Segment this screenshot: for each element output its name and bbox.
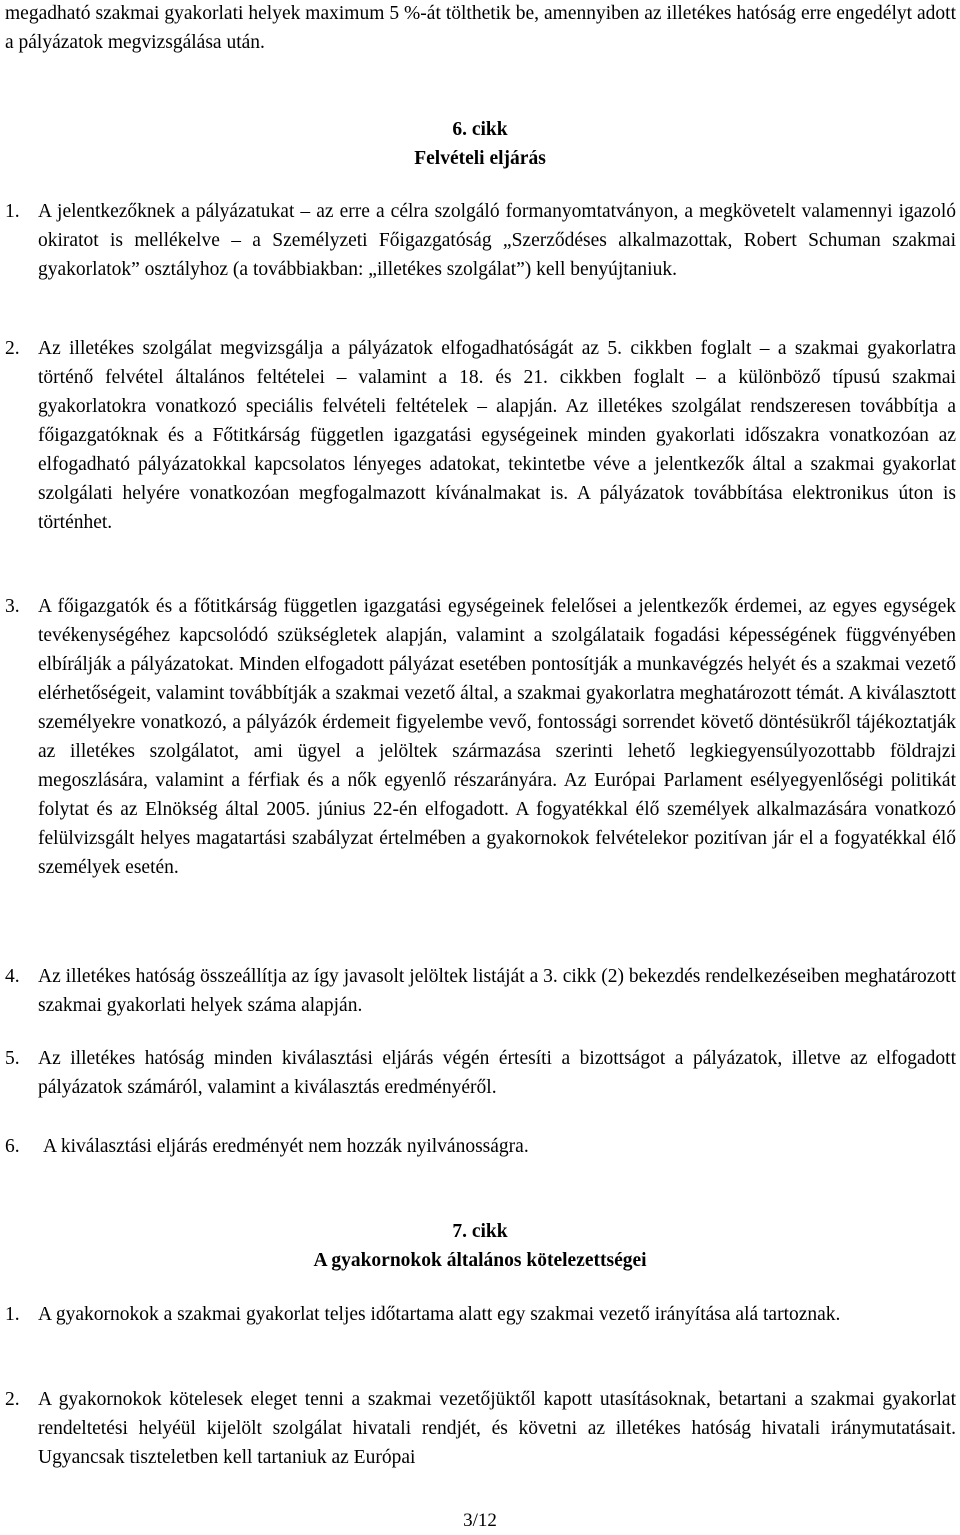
item-text: A főigazgatók és a főtitkárság független igazgatási egységeinek felelősei a jelentkezők érdemei, az egyes egységek tevékenységéhez kapcsolódó szükségletek alapján, valamint a szolgálataik fogadási képességének függvényében elbírálják a pályázatokat. Minden elfogadott pályázat esetében pontosítják a munkavégzés helyét és a szakmai vezető elérhetőségeit, valamint továbbítják a szakmai vezető által, a szakmai gyakorlatra meghatározott témát. A kiválasztott személyekre vonatkozó, a pályázók érdemeit figyelembe vevő, fontossági sorrendet követő döntésükről tájékoztatják az illetékes szolgálatot, ami ügyel a jelöltek származása szerinti lehető legkiegyensúlyozottabb földrajzi megoszlására, valamint a férfiak és a nők egyenlő részarányára. Az Európai Parlament esélyegyenlőségi politikát folytat és az Elnökség által 2005. június 22-én elfogadott. A fogyatékkal élő személyek alkalmazására vonatkozó felülvizsgált helyes magatartási szabályzat értelmében a gyakornokok felvételekor pozitívan jár el a fogyatékkal élő személyek esetén. [38, 596, 956, 878]
article-7-heading [0, 1217, 960, 1275]
article-6-item-3 [5, 592, 956, 882]
article-6-item-4 [5, 962, 956, 1020]
article-7-number: 7. cikk [452, 1221, 508, 1242]
page-number: 3/12 [463, 1510, 497, 1531]
item-text: A gyakornokok kötelesek eleget tenni a szakmai vezetőjüktől kapott utasításoknak, betartani a szakmai gyakorlat rendeltetési helyéül kijelölt szolgálat hivatali rendjét, és követni az illetékes hatóság hivatali iránymutatásait. Ugyancsak tiszteletben kell tartaniuk az Európai [38, 1389, 956, 1468]
item-text: A kiválasztási eljárás eredményét nem hozzák nyilvánosságra. [43, 1136, 529, 1157]
item-text: A gyakornokok a szakmai gyakorlat teljes időtartama alatt egy szakmai vezető irányítása alá tartoznak. [38, 1304, 841, 1325]
article-7-item-2 [5, 1385, 956, 1472]
article-7-item-1 [5, 1300, 956, 1329]
article-6-heading [0, 115, 960, 173]
item-number: 2. [5, 338, 20, 359]
item-number: 5. [5, 1048, 20, 1069]
item-text: A jelentkezőknek a pályázatukat – az erre a célra szolgáló formanyomtatványon, a megkövetelt valamennyi igazoló okiratot is mellékelve – a Személyzeti Főigazgatóság „Szerződéses alkalmazottak, Robert Schuman szakmai gyakorlatok” osztályhoz (a továbbiakban: „illetékes szolgálat”) kell benyújtaniuk. [38, 201, 956, 280]
article-6-item-2 [5, 334, 956, 537]
intro-paragraph: megadható szakmai gyakorlati helyek maximum 5 %-át tölthetik be, amennyiben az illetékes hatóság erre engedélyt adott a pályázatok megvizsgálása után. [5, 3, 956, 53]
article-6-number: 6. cikk [452, 119, 508, 140]
item-text: Az illetékes szolgálat megvizsgálja a pályázatok elfogadhatóságát az 5. cikkben foglalt – a szakmai gyakorlatra történő felvétel általános feltételei – valamint a 18. és 21. cikkben foglalt – a különböző típusú szakmai gyakorlatokra vonatkozó speciális felvételi feltételek – alapján. Az illetékes szolgálat rendszeresen továbbítja a főigazgatóknak és a Főtitkárság független igazgatási egységeinek minden gyakorlati időszakra vonatkozóan az elfogadható pályázatokkal kapcsolatos lényeges adatokat, tekintetbe véve a jelentkezők által a szakmai gyakorlat szolgálati helyére vonatkozóan megfogalmazott kívánalmakat is. A pályázatok továbbítása elektronikus úton is történhet. [38, 338, 956, 533]
item-number: 3. [5, 596, 20, 617]
item-number: 4. [5, 966, 20, 987]
article-6-item-1 [5, 197, 956, 284]
item-text: Az illetékes hatóság minden kiválasztási eljárás végén értesíti a bizottságot a pályázatok, illetve az elfogadott pályázatok számáról, valamint a kiválasztás eredményéről. [38, 1048, 956, 1098]
item-number: 1. [5, 1304, 20, 1325]
item-number: 2. [5, 1389, 20, 1410]
article-7-title: A gyakornokok általános kötelezettségei [313, 1250, 647, 1271]
item-number: 1. [5, 201, 20, 222]
article-6-item-6 [5, 1132, 956, 1161]
item-number: 6. [5, 1136, 20, 1157]
item-text: Az illetékes hatóság összeállítja az így javasolt jelöltek listáját a 3. cikk (2) bekezdés rendelkezéseiben meghatározott szakmai gyakorlati helyek száma alapján. [38, 966, 956, 1016]
article-6-item-5 [5, 1044, 956, 1102]
article-6-title: Felvételi eljárás [414, 148, 546, 169]
